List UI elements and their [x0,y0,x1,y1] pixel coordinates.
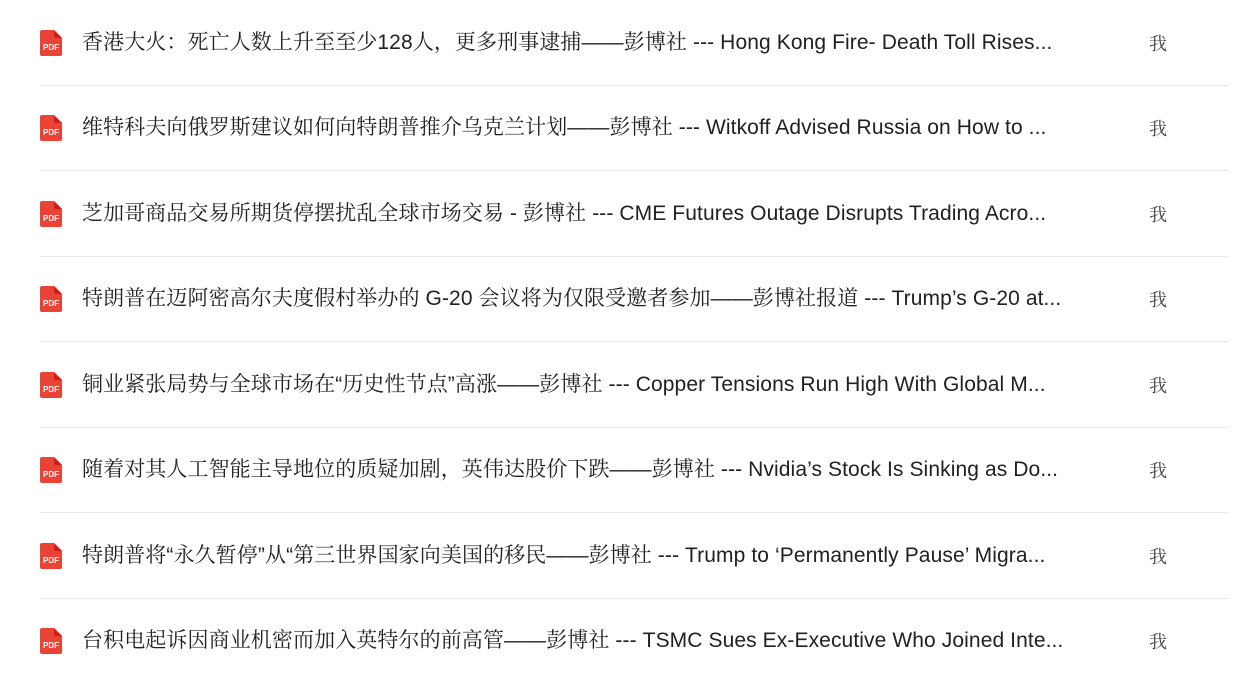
pdf-file-icon [40,543,62,569]
file-owner: 我 [1145,201,1245,227]
svg-text:PDF: PDF [43,128,59,137]
file-row-1[interactable] [0,0,1245,86]
file-title[interactable]: 特朗普将“永久暂停”从“第三世界国家向美国的移民——彭博社 --- Trump to ‘Permanently Pause’ Migra... [82,541,1145,571]
file-owner: 我 [1145,372,1245,398]
pdf-file-icon [40,286,62,312]
file-title[interactable]: 随着对其人工智能主导地位的质疑加剧，英伟达股价下跌——彭博社 --- Nvidia’s Stock Is Sinking as Do... [82,455,1145,485]
file-row-4[interactable] [0,257,1245,343]
svg-text:PDF: PDF [43,556,59,565]
pdf-file-icon [40,372,62,398]
svg-text:PDF: PDF [43,214,59,223]
pdf-file-icon [40,201,62,227]
svg-text:PDF: PDF [43,470,59,479]
file-row-6[interactable] [0,428,1245,514]
file-title[interactable]: 芝加哥商品交易所期货停摆扰乱全球市场交易 - 彭博社 --- CME Futures Outage Disrupts Trading Acro... [82,199,1145,229]
pdf-file-icon [40,457,62,483]
file-owner: 我 [1145,457,1245,483]
pdf-file-icon [40,115,62,141]
file-title[interactable]: 铜业紧张局势与全球市场在“历史性节点”高涨——彭博社 --- Copper Tensions Run High With Global M... [82,370,1145,400]
file-owner: 我 [1145,286,1245,312]
file-owner: 我 [1145,628,1245,654]
file-row-2[interactable] [0,86,1245,172]
pdf-file-icon [40,628,62,654]
file-row-3[interactable] [0,171,1245,257]
svg-text:PDF: PDF [43,385,59,394]
file-title[interactable]: 台积电起诉因商业机密而加入英特尔的前高管——彭博社 --- TSMC Sues Ex-Executive Who Joined Inte... [82,626,1145,656]
file-title[interactable]: 香港大火：死亡人数上升至至少128人，更多刑事逮捕——彭博社 --- Hong Kong Fire- Death Toll Rises... [82,28,1145,58]
file-owner: 我 [1145,543,1245,569]
svg-text:PDF: PDF [43,43,59,52]
file-title[interactable]: 特朗普在迈阿密高尔夫度假村举办的 G-20 会议将为仅限受邀者参加——彭博社报道 --- Trump’s G-20 at... [82,284,1145,314]
file-row-7[interactable] [0,513,1245,599]
file-row-8[interactable] [0,599,1245,684]
file-title[interactable]: 维特科夫向俄罗斯建议如何向特朗普推介乌克兰计划——彭博社 --- Witkoff Advised Russia on How to ... [82,113,1145,143]
svg-text:PDF: PDF [43,641,59,650]
file-owner: 我 [1145,115,1245,141]
pdf-file-icon [40,30,62,56]
file-row-5[interactable] [0,342,1245,428]
file-owner: 我 [1145,30,1245,56]
svg-text:PDF: PDF [43,299,59,308]
